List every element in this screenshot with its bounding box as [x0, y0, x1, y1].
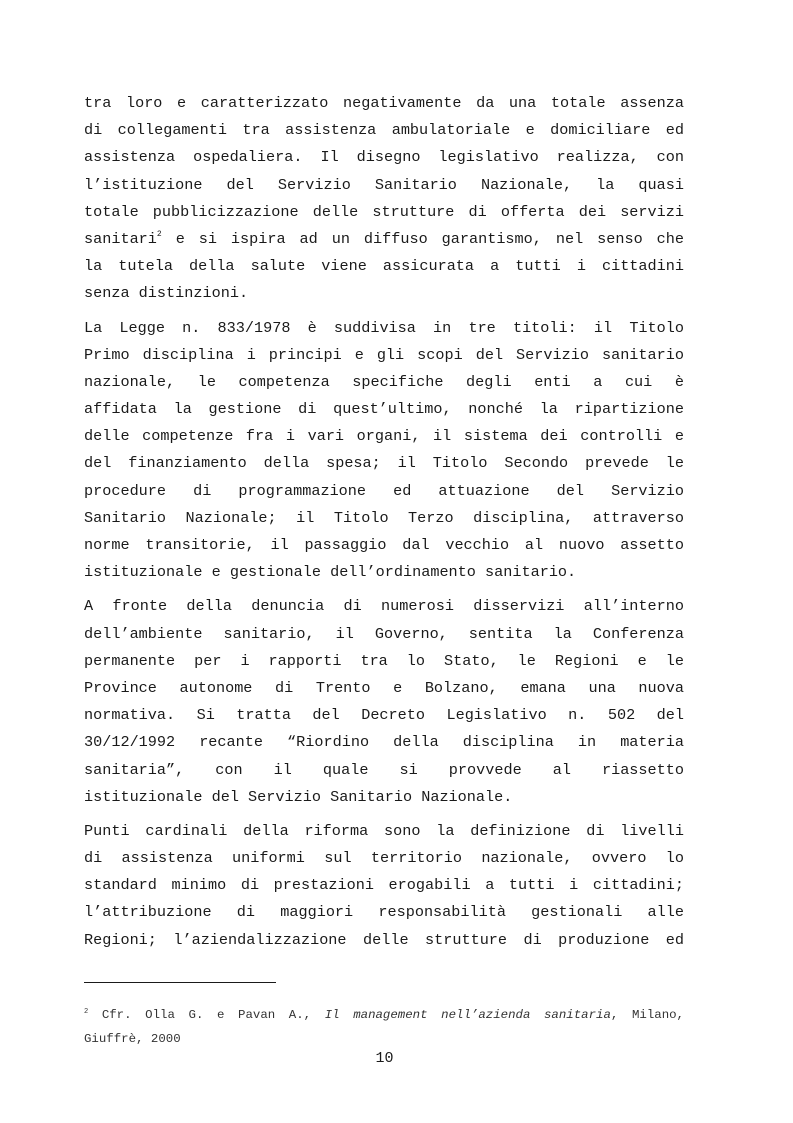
- text-line: di assistenza uniformi sul territorio nazionale, ovvero lo: [84, 849, 684, 868]
- text-line: normativa. Si tratta del Decreto Legislativo n. 502 del: [84, 706, 684, 725]
- text-line: Province autonome di Trento e Bolzano, emana una nuova: [84, 678, 684, 697]
- text-line: Regioni; l’aziendalizzazione delle strutture di produzione ed: [84, 930, 684, 949]
- text-line: affidata la gestione di quest’ultimo, nonché la ripartizione: [84, 400, 684, 419]
- footnote-separator: [84, 982, 276, 983]
- text-line: 30/12/1992 recante “Riordino della disciplina in materia: [84, 733, 684, 752]
- text-line: Punti cardinali della riforma sono la definizione di livelli: [84, 821, 684, 840]
- page-number-text: 10: [375, 1050, 394, 1067]
- text-line: sanitaria”, con il quale si provvede al riassetto: [84, 760, 684, 779]
- text-line: La Legge n. 833/1978 è suddivisa in tre titoli: il Titolo: [84, 318, 684, 337]
- footnote-suffix: , Milano,: [610, 1008, 684, 1022]
- body-text: [84, 90, 684, 961]
- text-line: l’istituzione del Servizio Sanitario Nazionale, la quasi: [84, 175, 684, 194]
- text-line: standard minimo di prestazioni erogabili a tutti i cittadini;: [84, 876, 684, 895]
- footnote: [84, 1003, 684, 1051]
- text-line: istituzionale e gestionale dell’ordinamento sanitario.: [84, 563, 577, 582]
- text-line: l’attribuzione di maggiori responsabilità gestionali alle: [84, 903, 684, 922]
- paragraph-4: [84, 818, 684, 954]
- text-line: istituzionale del Servizio Sanitario Nazionale.: [84, 787, 513, 806]
- text-line: permanente per i rapporti tra lo Stato, le Regioni e le: [84, 651, 684, 670]
- text-fragment: e si ispira ad un diffuso garantismo, nel senso che: [175, 229, 684, 248]
- text-line: A fronte della denuncia di numerosi disservizi all’interno: [84, 597, 684, 616]
- text-line: senza distinzioni.: [84, 284, 249, 303]
- paragraph-3: [84, 593, 684, 811]
- text-line: assistenza ospedaliera. Il disegno legislativo realizza, con: [84, 148, 684, 167]
- text-line: di collegamenti tra assistenza ambulatoriale e domiciliare ed: [84, 121, 684, 140]
- text-line: procedure di programmazione ed attuazione del Servizio: [84, 481, 684, 500]
- footnote-line: Giuffrè, 2000: [84, 1032, 181, 1046]
- footnote-line: [84, 1003, 684, 1027]
- text-line: Primo disciplina i principi e gli scopi del Servizio sanitario: [84, 345, 684, 364]
- footnote-reference: 2: [156, 229, 162, 239]
- paragraph-2: [84, 315, 684, 587]
- text-line: delle competenze fra i vari organi, il sistema dei controlli e: [84, 427, 684, 446]
- text-line: tra loro e caratterizzato negativamente da una totale assenza: [84, 94, 684, 112]
- text-line: nazionale, le competenza specifiche degli enti a cui è: [84, 372, 684, 391]
- text-line: totale pubblicizzazione delle strutture di offerta dei servizi: [84, 202, 684, 221]
- text-fragment: sanitari: [84, 229, 157, 248]
- footnote-prefix: Cfr. Olla G. e Pavan A.,: [101, 1008, 312, 1022]
- footnote-title: Il management nell’azienda sanitaria: [324, 1008, 611, 1022]
- text-line: del finanziamento della spesa; il Titolo Secondo prevede le: [84, 454, 684, 473]
- text-line: dell’ambiente sanitario, il Governo, sentita la Conferenza: [84, 624, 684, 643]
- text-line: la tutela della salute viene assicurata a tutti i cittadini: [84, 257, 684, 276]
- text-line: norme transitorie, il passaggio dal vecchio al nuovo assetto: [84, 536, 684, 554]
- footnote-marker: 2: [84, 1008, 89, 1016]
- page-number: [0, 1050, 793, 1067]
- text-line: Sanitario Nazionale; il Titolo Terzo disciplina, attraverso: [84, 508, 684, 527]
- text-line-with-footnote: [84, 226, 684, 253]
- paragraph-1: [84, 90, 684, 308]
